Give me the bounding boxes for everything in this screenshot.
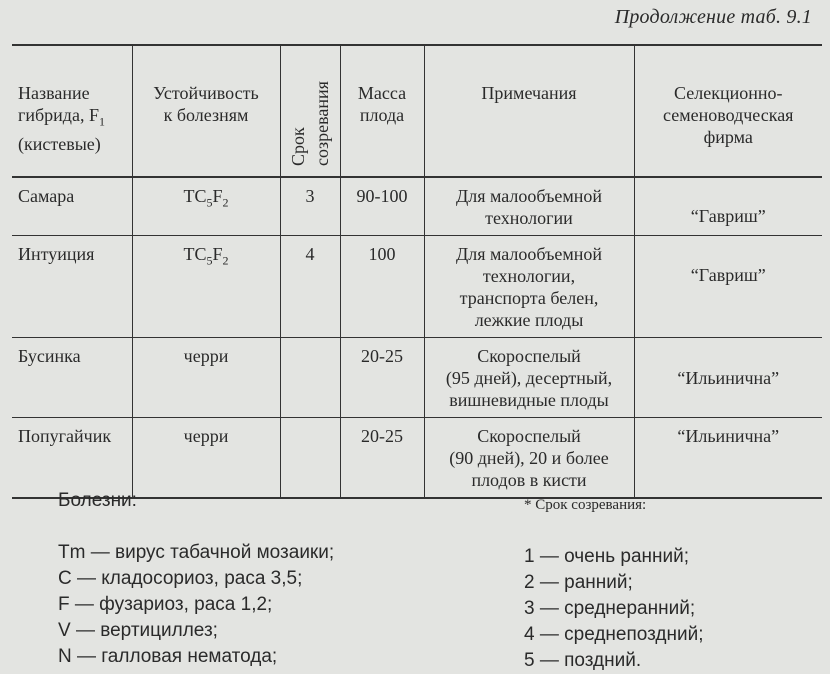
row-firm: “Гавриш”	[634, 236, 822, 338]
row-notes: Скороспелый (90 дней), 20 и более плодов в кисти	[424, 418, 634, 499]
row-term: 4	[280, 236, 340, 338]
header-name: Название гибрида, $F_1$ (кистевые)	[12, 45, 132, 177]
hybrids-table	[12, 44, 822, 499]
diseases-heading: Болезни:	[58, 490, 137, 511]
ripening-note: * Срок созревания:	[524, 497, 647, 513]
table-row	[12, 418, 822, 499]
row-notes: Для малообъемной технологии, транспорта белен, лежкие плоды	[424, 236, 634, 338]
row-mass: 100	[340, 236, 424, 338]
diseases-legend	[58, 488, 334, 670]
row-mass: 20-25	[340, 338, 424, 418]
row-name: Бусинка	[12, 338, 132, 418]
row-mass: 90-100	[340, 177, 424, 236]
header-term: Срок созревания	[280, 45, 340, 177]
row-name: Интуиция	[12, 236, 132, 338]
row-mass: 20-25	[340, 418, 424, 499]
disease-item: F — фузариоз, раса 1,2;	[58, 594, 273, 615]
row-notes: Скороспелый (95 дней), десертный, вишневидные плоды	[424, 338, 634, 418]
disease-item: С — кладосориоз, раса 3,5;	[58, 568, 303, 589]
table-row	[12, 177, 822, 236]
row-term	[280, 418, 340, 499]
ripening-legend	[524, 492, 704, 674]
ripening-item: 4 — среднепоздний;	[524, 624, 704, 645]
row-resistance: $TC_5F_2$	[132, 236, 280, 338]
row-resistance: черри	[132, 418, 280, 499]
row-notes: Для малообъемной технологии	[424, 177, 634, 236]
row-firm: “Ильинична”	[634, 338, 822, 418]
header-mass: Масса плода	[340, 45, 424, 177]
ripening-item: 3 — среднеранний;	[524, 598, 696, 619]
row-resistance: $TC_5F_2$	[132, 177, 280, 236]
row-name: Самара	[18, 186, 75, 206]
header-resistance: Устойчивость к болезням	[132, 45, 280, 177]
table-caption: Продолжение таб. 9.1	[614, 6, 812, 28]
disease-item: V — вертициллез;	[58, 620, 218, 641]
table-row	[12, 236, 822, 338]
disease-item: N — галловая нематода;	[58, 646, 278, 667]
row-term: 3	[280, 177, 340, 236]
table-header-row	[12, 45, 822, 177]
ripening-item: 5 — поздний.	[524, 650, 642, 671]
row-firm: “Ильинична”	[634, 418, 822, 499]
disease-item: Tm — вирус табачной мозаики;	[58, 542, 335, 563]
table-row	[12, 338, 822, 418]
header-notes: Примечания	[424, 45, 634, 177]
row-name: Попугайчик	[12, 418, 132, 499]
ripening-item: 2 — ранний;	[524, 572, 633, 593]
row-term	[280, 338, 340, 418]
header-firm: Селекционно- семеноводческая фирма	[634, 45, 822, 177]
row-resistance: черри	[132, 338, 280, 418]
ripening-item: 1 — очень ранний;	[524, 546, 690, 567]
row-firm: “Гавриш”	[634, 177, 822, 236]
